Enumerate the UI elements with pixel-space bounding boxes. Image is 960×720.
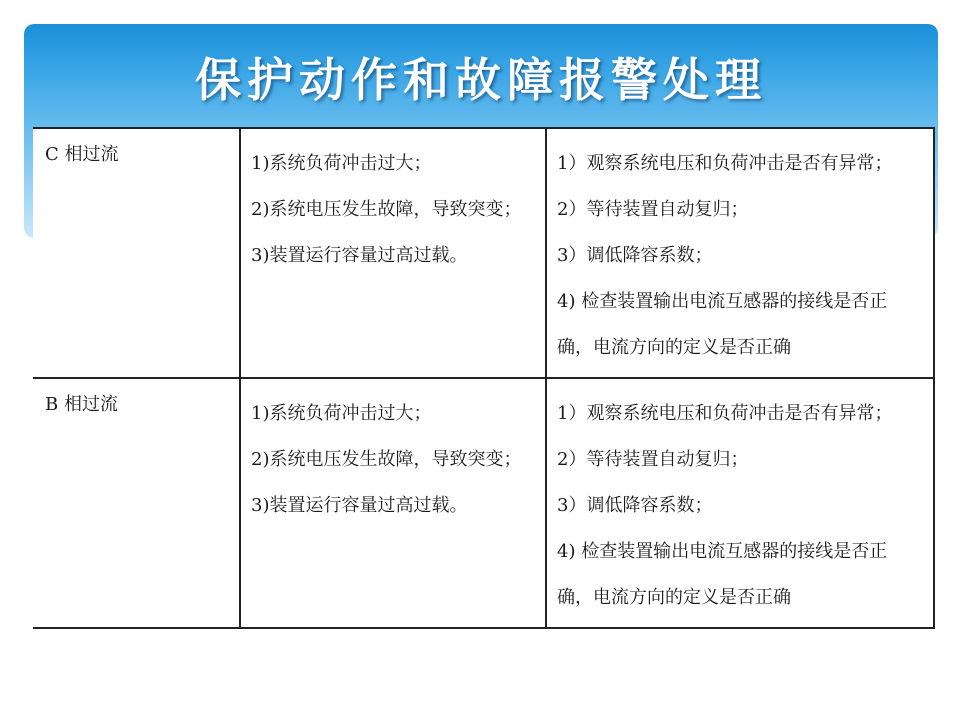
action-item: 2）等待装置自动复归； — [557, 449, 749, 470]
cause-item: 3)装置运行容量过高过载。 — [251, 495, 468, 516]
fault-name: C 相过流 — [45, 144, 119, 165]
action-item: 1）观察系统电压和负荷冲击是否有异常； — [557, 403, 893, 424]
cause-item: 3)装置运行容量过高过载。 — [251, 245, 468, 266]
fault-name: B 相过流 — [45, 394, 118, 415]
action-item: 3）调低降容系数； — [557, 495, 713, 516]
action-cell — [546, 128, 934, 378]
cause-item: 1)系统负荷冲击过大； — [251, 403, 432, 424]
action-cell — [546, 378, 934, 628]
fault-name-cell — [33, 378, 240, 628]
action-item: 2）等待装置自动复归； — [557, 199, 749, 220]
table-row — [33, 128, 934, 378]
action-item: 3）调低降容系数； — [557, 245, 713, 266]
cause-item: 2)系统电压发生故障，导致突变； — [251, 199, 522, 220]
table-row — [33, 378, 934, 628]
cause-item: 1)系统负荷冲击过大； — [251, 153, 432, 174]
fault-name-cell — [33, 128, 240, 378]
action-item: 4) 检查装置输出电流互感器的接线是否正确，电流方向的定义是否正确 — [557, 291, 888, 358]
cause-item: 2)系统电压发生故障，导致突变； — [251, 449, 522, 470]
slide-title: 保护动作和故障报警处理 — [195, 53, 767, 107]
cause-cell — [240, 378, 546, 628]
fault-table — [33, 127, 935, 629]
action-item: 4) 检查装置输出电流互感器的接线是否正确，电流方向的定义是否正确 — [557, 541, 888, 608]
action-item: 1）观察系统电压和负荷冲击是否有异常； — [557, 153, 893, 174]
cause-cell — [240, 128, 546, 378]
